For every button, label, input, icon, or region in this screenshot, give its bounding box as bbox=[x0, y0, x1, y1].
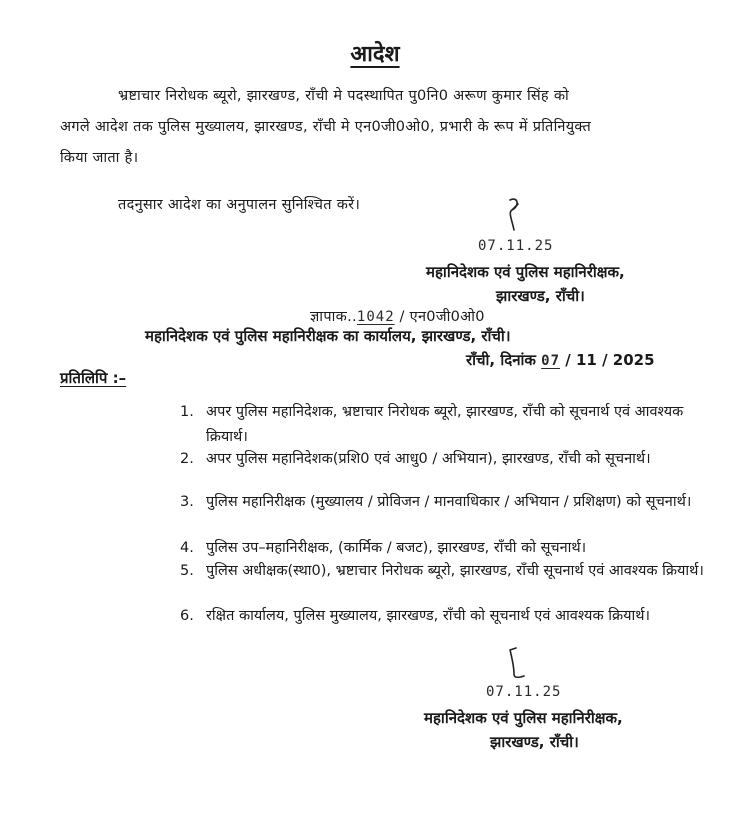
signature-1-designation: महानिदेशक एवं पुलिस महानिरीक्षक, bbox=[426, 263, 625, 281]
copy-item-text: पुलिस उप–महानिरीक्षक, (कार्मिक / बजट), झारखण्ड, राँची को सूचनार्थ। bbox=[206, 540, 587, 556]
memo-suffix: / एन0जी0ओ0 bbox=[399, 309, 485, 325]
copy-item bbox=[180, 604, 710, 654]
copy-item-number: 1. bbox=[180, 404, 194, 420]
memo-date-prefix: राँची, दिनांक bbox=[466, 351, 536, 369]
signature-1-place: झारखण्ड, राँची। bbox=[496, 287, 585, 305]
signature-1-date: 07.11.25 bbox=[478, 238, 554, 254]
memo-date-rest: / 11 / 2025 bbox=[565, 351, 655, 369]
memo-date-day: 07 bbox=[541, 353, 561, 369]
memo-date-line bbox=[466, 350, 655, 370]
page-title: आदेश bbox=[350, 42, 400, 67]
memo-dots: .. bbox=[347, 309, 357, 325]
signature-mark-1 bbox=[500, 196, 530, 234]
order-line-3: किया जाता है। bbox=[60, 150, 139, 166]
copy-item bbox=[180, 400, 710, 450]
copy-heading: प्रतिलिपि :– bbox=[60, 369, 127, 387]
compliance-line: तदनुसार आदेश का अनुपालन सुनिश्चित करें। bbox=[118, 197, 361, 213]
copy-item-number: 4. bbox=[180, 540, 194, 556]
copy-item-number: 5. bbox=[180, 563, 194, 579]
copy-item-text: रक्षित कार्यालय, पुलिस मुख्यालय, झारखण्ड, राँची को सूचनार्थ एवं आवश्यक क्रियार्थ। bbox=[206, 608, 651, 624]
signature-2-designation: महानिदेशक एवं पुलिस महानिरीक्षक, bbox=[424, 709, 623, 727]
signature-2-place: झारखण्ड, राँची। bbox=[490, 733, 579, 751]
copy-item-number: 2. bbox=[180, 451, 194, 467]
copy-item-number: 6. bbox=[180, 608, 194, 624]
copy-item bbox=[180, 559, 710, 609]
copy-item bbox=[180, 490, 710, 540]
memo-number-line bbox=[310, 306, 485, 326]
signature-mark-2 bbox=[502, 644, 532, 684]
copy-item-text: अपर पुलिस महानिदेशक, भ्रष्टाचार निरोधक ब्यूरो, झारखण्ड, राँची को सूचनार्थ एवं आवश्यक क्रियार्थ। bbox=[206, 404, 684, 445]
order-line-2: अगले आदेश तक पुलिस मुख्यालय, झारखण्ड, राँची मे एन0जी0ओ0, प्रभारी के रूप में प्रतिनियुक्त bbox=[60, 119, 592, 135]
copy-item-text: अपर पुलिस महानिदेशक(प्रशि0 एवं आधु0 / अभियान), झारखण्ड, राँची को सूचनार्थ। bbox=[206, 451, 651, 467]
office-line: महानिदेशक एवं पुलिस महानिरीक्षक का कार्यालय, झारखण्ड, राँची। bbox=[145, 327, 511, 345]
signature-2-date: 07.11.25 bbox=[486, 684, 562, 700]
memo-prefix: ज्ञापाक bbox=[310, 309, 348, 325]
copy-item-number: 3. bbox=[180, 494, 194, 510]
copy-item-text: पुलिस अधीक्षक(स्था0), भ्रष्टाचार निरोधक ब्यूरो, झारखण्ड, राँची सूचनार्थ एवं आवश्यक क्रियार्थ। bbox=[206, 563, 704, 579]
copy-item-text: पुलिस महानिरीक्षक (मुख्यालय / प्रोविजन / मानवाधिकार / अभियान / प्रशिक्षण) को सूचनार्थ। bbox=[206, 494, 692, 510]
memo-number: 1042 bbox=[356, 309, 395, 325]
order-line-1: भ्रष्टाचार निरोधक ब्यूरो, झारखण्ड, राँची मे पदस्थापित पु0नि0 अरूण कुमार सिंह को bbox=[118, 88, 570, 104]
copy-item bbox=[180, 536, 710, 561]
